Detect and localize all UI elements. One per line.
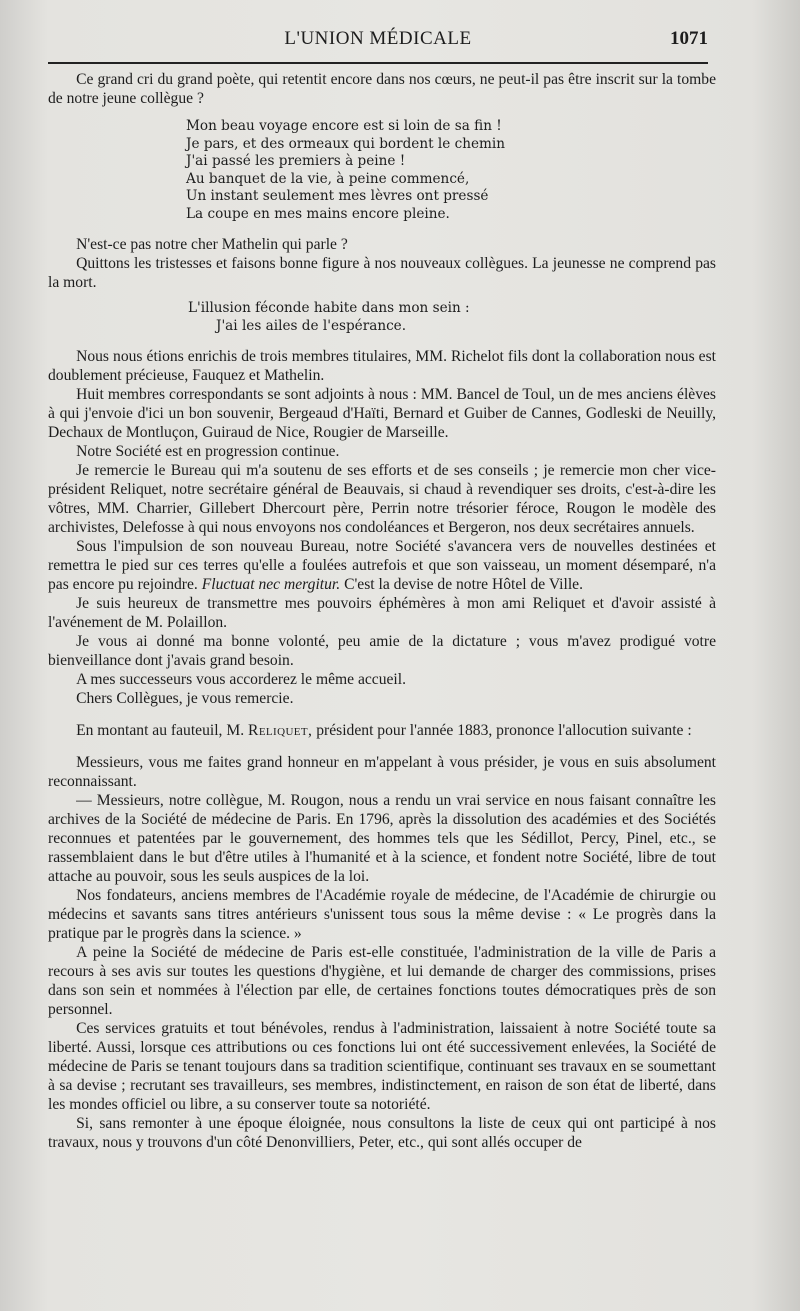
paragraph: A mes successeurs vous accorderez le même accueil. [76,671,406,688]
section-gap [48,708,716,721]
section-gap [48,740,716,753]
verse-line: L'illusion féconde habite dans mon sein : [188,300,470,316]
text-run: En montant au fauteuil, M. [76,722,245,739]
paragraph: Ce grand cri du grand poète, qui retentit encore dans nos cœurs, ne peut-il pas être inscrit sur la tombe de notre jeune collègue ? [48,71,716,107]
header-rule [48,62,708,64]
paragraph [48,721,716,740]
paragraph: Je vous ai donné ma bonne volonté, peu amie de la dictature ; vous m'avez prodigué votre bienveillance dont j'avais grand besoin. [48,633,716,669]
verse-line: Mon beau voyage encore est si loin de sa fin ! [186,118,502,134]
paragraph: Quittons les tristesses et faisons bonne figure à nos nouveaux collègues. La jeunesse ne comprend pas la mort. [48,255,716,291]
journal-title: L'UNION MÉDICALE [284,28,472,49]
verse-line: Un instant seulement mes lèvres ont pressé [186,188,489,204]
verse-quote [188,300,716,335]
verse-line: Au banquet de la vie, à peine commencé, [186,170,470,187]
paragraph: Je suis heureux de transmettre mes pouvoirs éphémères à mon ami Reliquet et d'avoir assisté à l'avénement de M. Polaillon. [48,595,716,631]
paragraph: Chers Collègues, je vous remercie. [76,690,294,707]
speaker-name: Reliquet, [248,722,313,739]
paragraph: — Messieurs, notre collègue, M. Rougon, nous a rendu un vrai service en nous faisant connaître les archives de la Société de médecine de Paris. En 1796, après la dissolution des académies et des Sociétés reconnues et patentées par le gouvernement, des hommes tels que les Sédillot, Percy, Pinel, etc., se rassemblaient dans le but d'être utiles à l'humanité et à la science, et fondent notre Société, libre de tout attache au pouvoir, sous les seuls auspices de la loi. [48,792,716,885]
paragraph: Notre Société est en progression continue. [76,443,340,460]
paragraph: Messieurs, vous me faites grand honneur en m'appelant à vous présider, je vous en suis absolument reconnaissant. [48,754,716,790]
verse-quote [186,118,716,223]
verse-line: J'ai passé les premiers à peine ! [186,153,406,169]
paragraph: Si, sans remonter à une époque éloignée, nous consultons la liste de ceux qui ont participé à nos travaux, nous y trouvons d'un côté Denonvilliers, Peter, etc., qui sont allés occuper de [48,1115,716,1151]
page-number: 1071 [670,28,708,49]
text-run: Sous l'impulsion de son nouveau Bureau, notre Société s'avancera vers de nouvelles destinées et remettra le pied sur ces terres qu'elle a foulées autrefois et que son vaisseau, un moment désemparé, n'a pas encore pu rejoindre. [48,538,716,593]
paragraph: Nous nous étions enrichis de trois membres titulaires, MM. Richelot fils dont la collaboration nous est doublement précieuse, Fauquez et Mathelin. [48,348,716,384]
paragraph: Nos fondateurs, anciens membres de l'Académie royale de médecine, de l'Académie de chirurgie ou médecins et savants sans titres antérieurs s'unissent tous sous la même devise : « Le progrès dans la pratique par le progrès dans la science. » [48,887,716,942]
latin-motto: Fluctuat nec mergitur. [201,576,341,593]
article-body [48,70,716,1152]
verse-line: La coupe en mes mains encore pleine. [186,205,450,222]
text-run: C'est la devise de notre Hôtel de Ville. [344,576,583,593]
paragraph: Huit membres correspondants se sont adjoints à nous : MM. Bancel de Toul, un de mes anciens élèves à qui j'envoie d'ici un bon souvenir, Bergeaud d'Haïti, Bernard et Guiber de Cannes, Godleski de Neuilly, Dechaux de Montluçon, Guiraud de Nice, Rougier de Marseille. [48,386,716,441]
paragraph: N'est-ce pas notre cher Mathelin qui parle ? [76,236,348,253]
text-run: président pour l'année 1883, prononce l'allocution suivante : [316,722,692,739]
paragraph: Je remercie le Bureau qui m'a soutenu de ses efforts et de ses conseils ; je remercie mon cher vice-président Reliquet, notre secrétaire général de Beauvais, si chaud à revendiquer ses droits, c'est-à-dire les vôtres, MM. Charrier, Gillebert Dhercourt père, Perrin notre trésorier féroce, Rougon le modèle des archivistes, Delefosse à qui nous envoyons nos condoléances et Bergeron, nos deux secrétaires annuels. [48,462,716,536]
verse-line: Je pars, et des ormeaux qui bordent le chemin [186,135,505,152]
paragraph [48,537,716,594]
paragraph: A peine la Société de médecine de Paris est-elle constituée, l'administration de la ville de Paris a recours à ses avis sur toutes les questions d'hygiène, et lui demande de charger des commissions, prises dans son sein et nommées à l'élection par elle, de certaines fonctions toutes démocratiques près de son personnel. [48,944,716,1018]
paragraph: Ces services gratuits et tout bénévoles, rendus à l'administration, laissaient à notre Société toute sa liberté. Aussi, lorsque ces attributions ou ces fonctions lui ont été successivement enlevées, la Société de médecine de Paris se tenant toujours dans sa tradition scientifique, continuant ses travaux en se soumettant à sa devise ; recrutant ses travailleurs, ses membres, indistinctement, en raison de son état de liberté, dans les mondes officiel ou libre, a su conserver toute sa notoriété. [48,1020,716,1113]
running-header [48,28,708,54]
verse-line: J'ai les ailes de l'espérance. [216,317,407,334]
